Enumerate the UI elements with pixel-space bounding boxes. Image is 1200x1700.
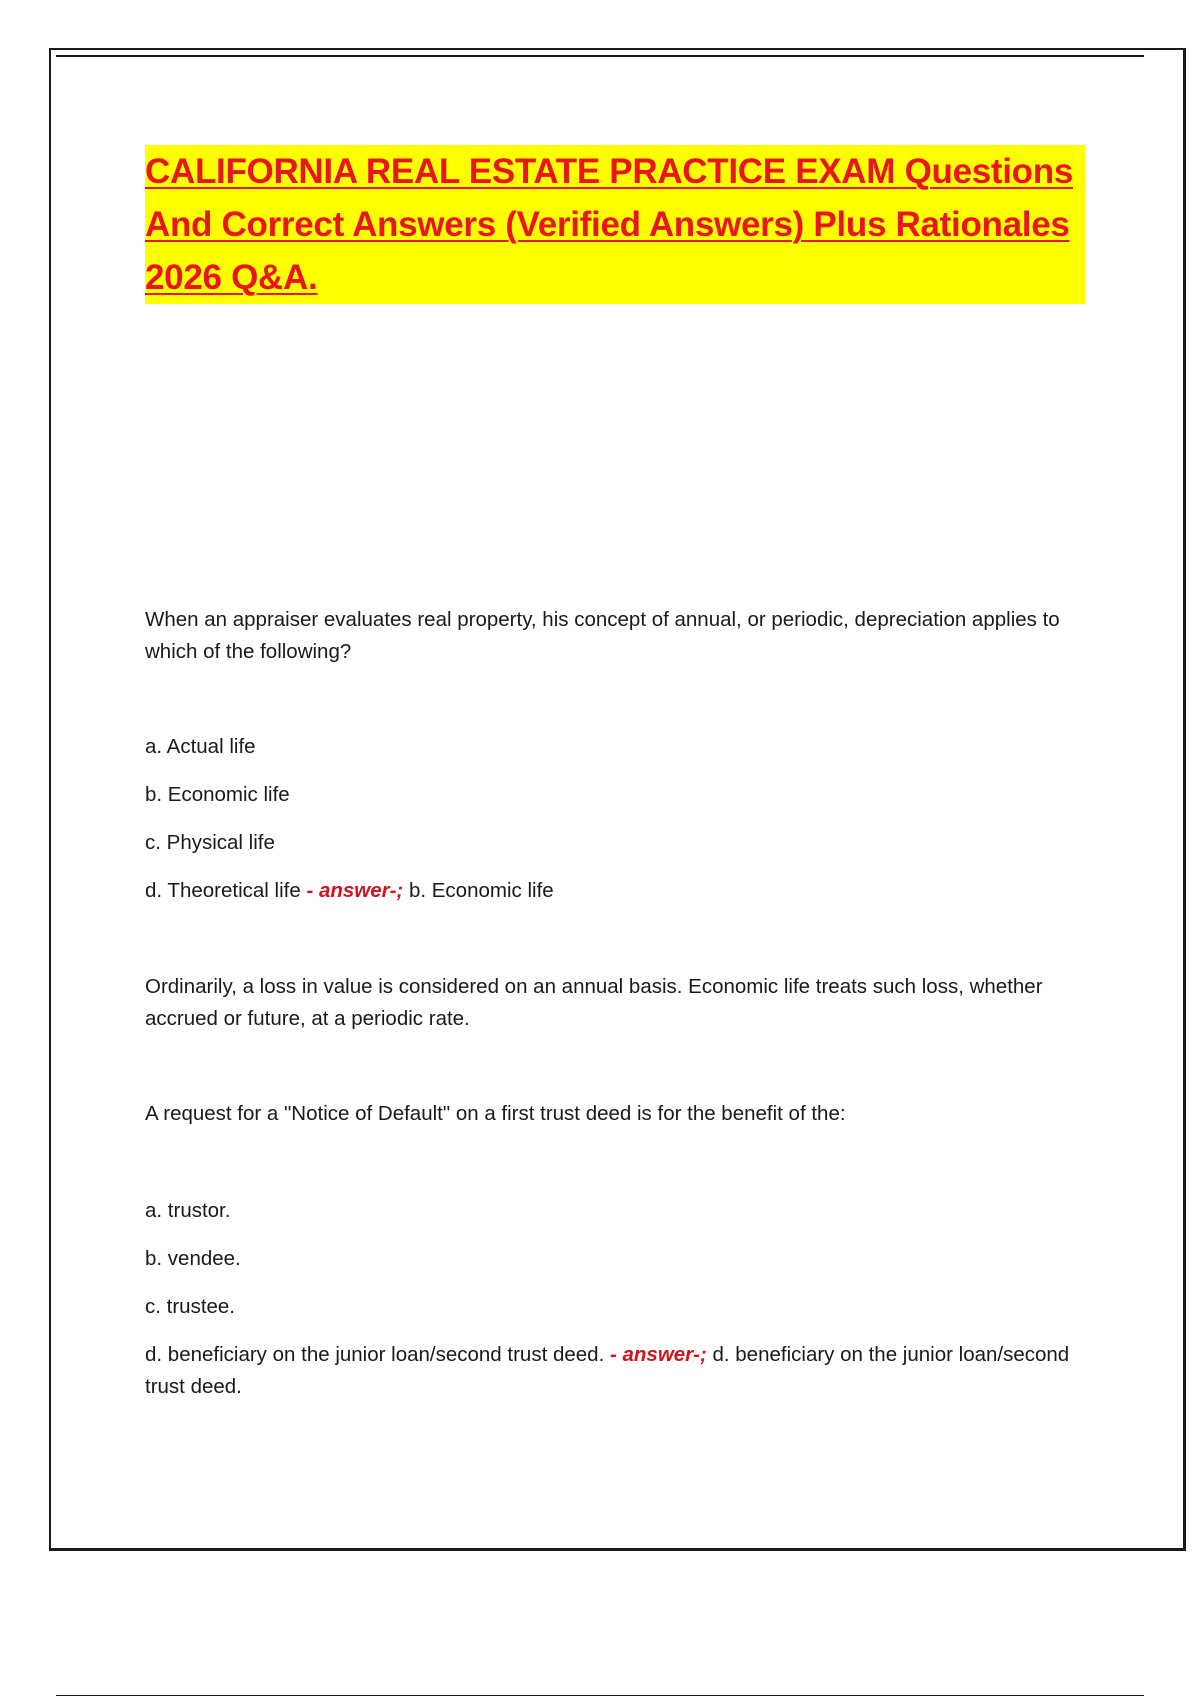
question-1-answer: b. Economic life: [403, 879, 554, 902]
question-2-answer-marker: - answer-;: [609, 1343, 707, 1366]
document-body: [145, 145, 1085, 1398]
question-2-options: [145, 1195, 1085, 1403]
title-line-1: CALIFORNIA REAL ESTATE PRACTICE EXAM Questions: [145, 152, 1074, 191]
question-2-option-d: [145, 1339, 1085, 1403]
question-1-options: [145, 731, 1085, 923]
footer-rule: [56, 1695, 1144, 1696]
question-2-option-c: c. trustee.: [145, 1295, 236, 1318]
question-2-option-b: b. vendee.: [145, 1247, 241, 1270]
question-1-prompt: When an appraiser evaluates real property, his concept of annual, or periodic, depreciation applies to which of the following?: [145, 608, 1060, 663]
question-1-option-c: c. Physical life: [145, 831, 275, 854]
question-2-option-a: a. trustor.: [145, 1199, 231, 1222]
title-line-2: And Correct Answers (Verified Answers) Plus Rationales: [145, 205, 1070, 244]
question-1-rationale: Ordinarily, a loss in value is considered on an annual basis. Economic life treats such loss, whether accrued or future, at a periodic rate.: [145, 975, 1043, 1030]
question-1-option-d: [145, 875, 1085, 923]
question-2-answer: d. beneficiary on the junior loan/second trust deed.: [145, 1343, 1070, 1398]
question-2-option-d-text: d. beneficiary on the junior loan/second trust deed.: [145, 1343, 610, 1366]
question-1-option-a: a. Actual life: [145, 735, 256, 758]
document-title: [145, 145, 1085, 304]
question-1-option-d-text: d. Theoretical life: [145, 879, 307, 902]
title-line-3: 2026 Q&A.: [145, 258, 318, 297]
question-2-prompt: A request for a "Notice of Default" on a first trust deed is for the benefit of the:: [145, 1102, 846, 1125]
question-1-option-b: b. Economic life: [145, 783, 290, 806]
header-rule: [56, 55, 1144, 57]
question-1-answer-marker: - answer-;: [306, 879, 404, 902]
